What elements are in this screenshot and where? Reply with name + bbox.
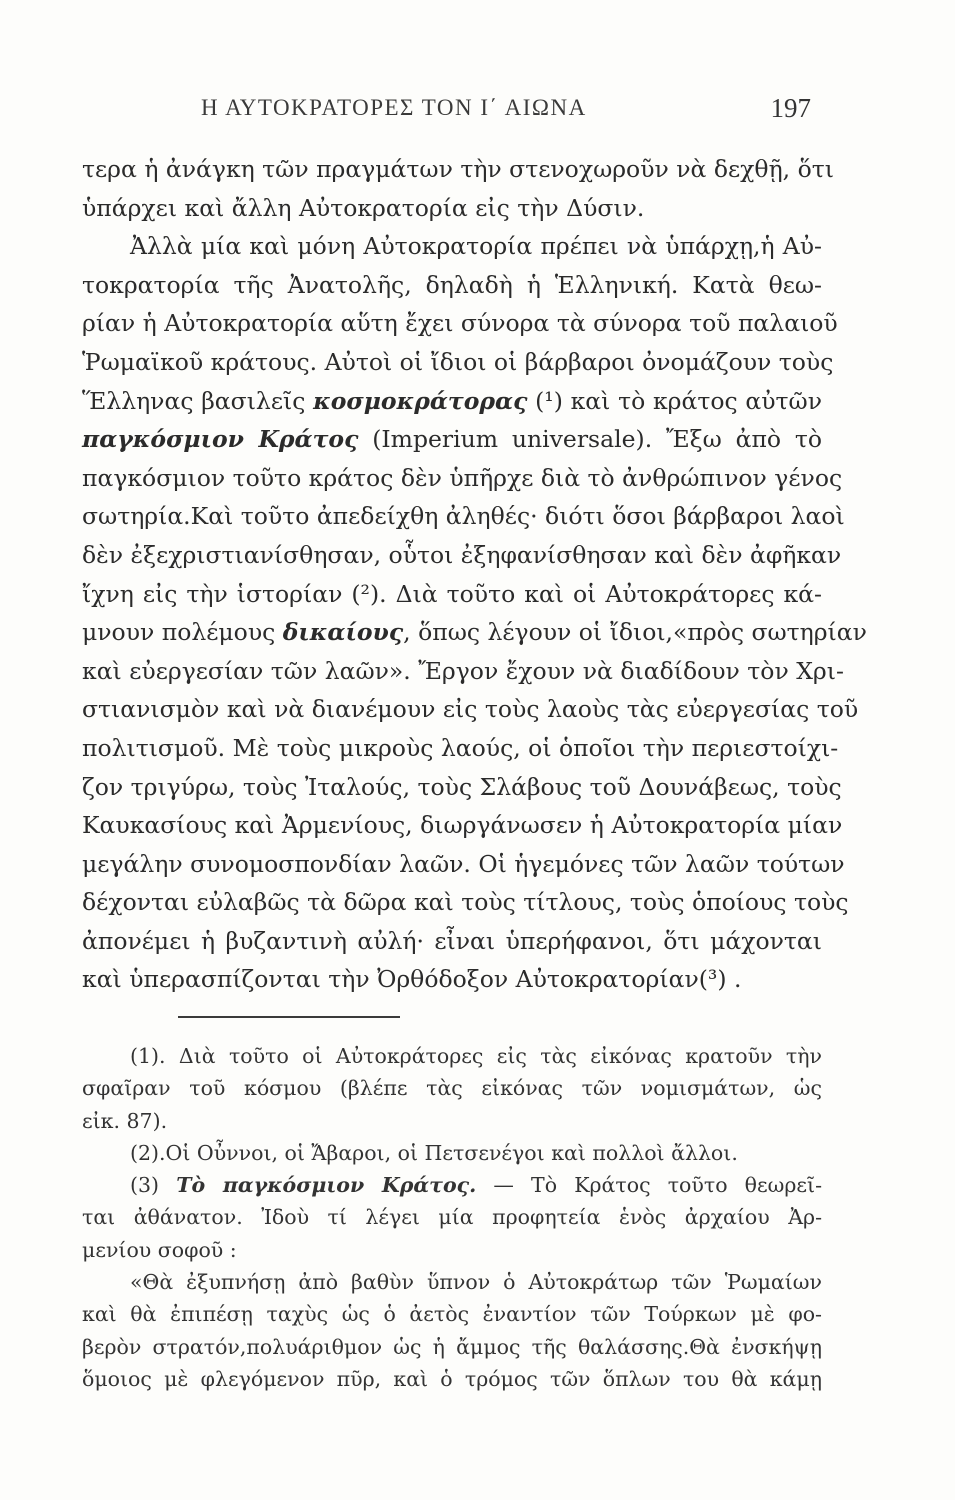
footnote-line: καὶ θὰ ἐπιπέσῃ ταχὺς ὡς ὁ ἀετὸς ἐναντίον τῶν Τούρκων μὲ φο- <box>82 1302 822 1327</box>
text-line: Ῥωμαϊκοῦ κράτους. Αὐτοὶ οἱ ἴδιοι οἱ βάρβαροι ὀνομάζουν τοὺς <box>82 347 834 376</box>
text-line: Ἀλλὰ μία καὶ μόνη Αὐτοκρατορία πρέπει νὰ ὑπάρχῃ,ἡ Αὐ- <box>130 232 822 261</box>
text-line: τερα ἡ ἀνάγκη τῶν πραγμάτων τὴν στενοχωροῦν νὰ δεχθῇ, ὅτι <box>82 155 834 183</box>
text-line: καὶ εὐεργεσίαν τῶν λαῶν». Ἔργον ἔχουν νὰ διαδίδουν τὸν Χρι- <box>82 656 844 685</box>
footnotes <box>82 1040 822 1395</box>
emphasized-term: παγκόσμιον Κράτος <box>82 425 359 454</box>
text-run: , ὅπως λέγουν οἱ ἴδιοι,«πρὸς σωτηρίαν <box>403 618 867 647</box>
running-head <box>195 88 815 128</box>
footnote-line: εἰκ. 87). <box>82 1108 168 1133</box>
text-run: — Τὸ Κράτος τοῦτο θεωρεῖ- <box>476 1173 822 1198</box>
text-line: πολιτισμοῦ. Μὲ τοὺς μικροὺς λαούς, οἱ ὁποῖοι τὴν περιεστοίχι- <box>82 733 839 762</box>
page-number: 197 <box>770 92 811 123</box>
emphasized-term: Τὸ παγκόσμιον Κράτος. <box>176 1173 477 1198</box>
footnote-line <box>82 1169 822 1201</box>
footnote-line: σφαῖραν τοῦ κόσμου (βλέπε τὰς εἰκόνας τῶν νομισμάτων, ὡς <box>82 1076 822 1101</box>
text-line: ζον τριγύρω, τοὺς Ἰταλούς, τοὺς Σλάβους τοῦ Δουνάβεως, τοὺς <box>82 772 842 801</box>
text-line: καὶ ὑπερασπίζονται τὴν Ὀρθόδοξον Αὐτοκρατορίαν(³) . <box>82 965 742 994</box>
footnote-line: (1). Διὰ τοῦτο οἱ Αὐτοκράτορες εἰς τὰς εἰκόνας κρατοῦν τὴν <box>130 1044 822 1068</box>
footnote-line: ὅμοιος μὲ φλεγόμενον πῦρ, καὶ ὁ τρόμος τῶν ὅπλων του θὰ κάμῃ <box>82 1366 822 1391</box>
footnote-line: «Θὰ ἐξυπνήσῃ ἀπὸ βαθὺν ὕπνον ὁ Αὐτοκράτωρ τῶν Ῥωμαίων <box>130 1270 822 1295</box>
text-line: Καυκασίους καὶ Ἀρμενίους, διωργάνωσεν ἡ Αὐτοκρατορία μίαν <box>82 811 843 840</box>
footnote-line: βερὸν στρατόν,πολυάριθμον ὡς ἡ ἄμμος τῆς θαλάσσης.Θὰ ἐνσκήψῃ <box>82 1334 822 1359</box>
text-line: μεγάλην συνομοσπονδίαν λαῶν. Οἱ ἡγεμόνες τῶν λαῶν τούτων <box>82 849 845 878</box>
text-line: σωτηρία.Καὶ τοῦτο ἀπεδείχθη ἀληθές· διότι ὅσοι βάρβαροι λαοὶ <box>82 502 845 531</box>
text-line <box>82 420 822 459</box>
text-line <box>82 382 822 421</box>
text-line <box>82 613 867 652</box>
text-run: μνουν πολέμους <box>82 618 283 647</box>
emphasized-term: δικαίους <box>282 618 404 647</box>
footnote-line: μενίου σοφοῦ : <box>82 1237 237 1262</box>
text-run: (Imperium universale). Ἔξω ἀπὸ τὸ <box>358 425 822 454</box>
text-line: στιανισμὸν καὶ νὰ διανέμουν εἰς τοὺς λαοὺς τὰς εὐεργεσίας τοῦ <box>82 695 859 724</box>
footnote-line: (2).Οἱ Οὖννοι, οἱ Ἄβαροι, οἱ Πετσενέγοι καὶ πολλοὶ ἄλλοι. <box>130 1140 738 1165</box>
footnote-line: ται ἀθάνατον. Ἰδοὺ τί λέγει μία προφητεία ἑνὸς ἀρχαίου Ἀρ- <box>82 1205 822 1230</box>
footnote-separator <box>178 1016 400 1018</box>
emphasized-term: κοσμοκράτορας <box>313 386 528 415</box>
text-line: ἀπονέμει ἡ βυζαντινὴ αὐλή· εἶναι ὑπερήφανοι, ὅτι μάχονται <box>82 926 822 955</box>
text-run: Ἕλληνας βασιλεῖς <box>82 386 314 415</box>
text-line: ρίαν ἡ Αὐτοκρατορία αὕτη ἔχει σύνορα τὰ σύνορα τοῦ παλαιοῦ <box>82 309 838 338</box>
running-title: Η ΑΥΤΟΚΡΑΤΟΡΕΣ ΤΟΝ Ι΄ ΑΙΩΝΑ <box>201 95 587 120</box>
text-run: (¹) καὶ τὸ κράτος αὐτῶν <box>527 386 822 415</box>
text-line: παγκόσμιον τοῦτο κράτος δὲν ὑπῆρχε διὰ τὸ ἀνθρώπινον γένος <box>82 463 843 492</box>
main-text <box>82 150 867 999</box>
text-line: τοκρατορία τῆς Ἀνατολῆς, δηλαδὴ ἡ Ἑλληνική. Κατὰ θεω- <box>82 270 822 299</box>
text-line: ἴχνη εἰς τὴν ἱστορίαν (²). Διὰ τοῦτο καὶ οἱ Αὐτοκράτορες κά- <box>82 579 822 608</box>
text-line: δὲν ἐξεχριστιανίσθησαν, οὗτοι ἐξηφανίσθησαν καὶ δὲν ἀφῆκαν <box>82 540 842 569</box>
text-run: (3) <box>130 1173 177 1198</box>
text-line: δέχονται εὐλαβῶς τὰ δῶρα καὶ τοὺς τίτλους, τοὺς ὁποίους τοὺς <box>82 888 849 917</box>
text-line: ὑπάρχει καὶ ἄλλη Αὐτοκρατορία εἰς τὴν Δύσιν. <box>82 193 645 222</box>
